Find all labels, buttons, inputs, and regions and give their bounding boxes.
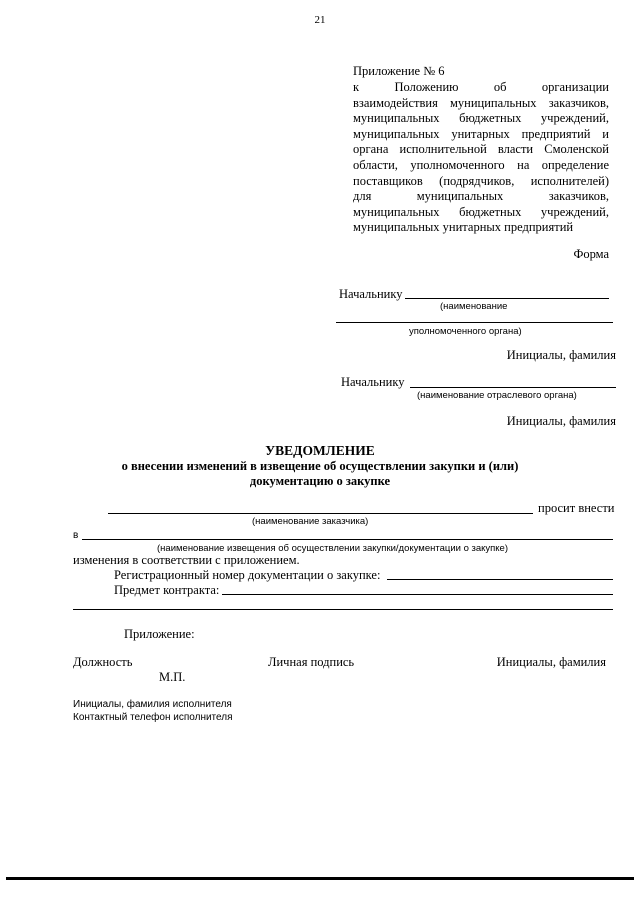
annex-line: муниципальных бюджетных учреждений, — [353, 204, 609, 219]
page-number: 21 — [314, 14, 326, 26]
subject-line-2[interactable] — [73, 609, 613, 610]
addressee1-line2[interactable] — [336, 322, 613, 323]
notice-caption: (наименование извещения об осуществлении закупки/документации о закупке) — [157, 543, 508, 554]
notice-name-line[interactable] — [82, 539, 613, 540]
executor-name-label: Инициалы, фамилия исполнителя — [73, 699, 232, 710]
subject-line[interactable] — [222, 594, 613, 595]
addressee1-initials: Инициалы, фамилия — [506, 348, 616, 362]
addressee1-label: Начальнику — [339, 287, 403, 301]
annex-line: муниципальных унитарных предприятий — [353, 220, 574, 235]
form-label: Форма — [573, 247, 609, 261]
attachment-label: Приложение: — [124, 627, 195, 641]
asks-text: просит внести — [538, 501, 615, 515]
subject-label: Предмет контракта: — [114, 583, 220, 597]
notice-subtitle-1: о внесении изменений в извещение об осуществлении закупки и (или) — [121, 459, 519, 473]
annex-line: к Положению об организации — [353, 80, 609, 94]
annex-text — [353, 80, 609, 236]
annex-line: органа исполнительной власти Смоленской — [353, 142, 609, 157]
notice-title: УВЕДОМЛЕНИЕ — [265, 443, 375, 458]
annex-heading: Приложение № 6 — [353, 64, 445, 78]
addressee2-line[interactable] — [410, 387, 616, 388]
signature-label: Личная подпись — [268, 655, 355, 669]
addressee2-initials: Инициалы, фамилия — [506, 414, 616, 428]
in-label: в — [73, 530, 79, 541]
executor-phone-label: Контактный телефон исполнителя — [73, 712, 233, 723]
signature-initials-label: Инициалы, фамилия — [496, 655, 606, 669]
annex-line: поставщиков (подрядчиков, исполнителей) — [353, 173, 609, 188]
annex-line: муниципальных бюджетных учреждений, — [353, 111, 609, 126]
annex-line: муниципальных унитарных предприятий и — [353, 126, 609, 141]
position-label: Должность — [73, 655, 133, 669]
reg-number-label: Регистрационный номер документации о закупке: — [114, 568, 381, 582]
addressee1-caption2: уполномоченного органа) — [409, 326, 522, 337]
page-bottom-border — [6, 877, 634, 880]
reg-number-line[interactable] — [387, 579, 613, 580]
addressee1-caption: (наименование — [440, 301, 508, 312]
changes-text: изменения в соответствии с приложением. — [73, 553, 300, 567]
addressee2-label: Начальнику — [341, 375, 405, 389]
addressee2-caption: (наименование отраслевого органа) — [417, 390, 577, 401]
annex-line: взаимодействия муниципальных заказчиков, — [353, 95, 609, 110]
addressee1-line[interactable] — [405, 298, 609, 299]
annex-line: области, уполномоченного на определение — [353, 157, 609, 172]
annex-line: для муниципальных заказчиков, — [353, 189, 609, 204]
customer-name-line[interactable] — [108, 513, 533, 514]
stamp-label: М.П. — [159, 670, 186, 684]
notice-subtitle-2: документацию о закупке — [249, 474, 391, 488]
customer-caption: (наименование заказчика) — [252, 516, 369, 527]
